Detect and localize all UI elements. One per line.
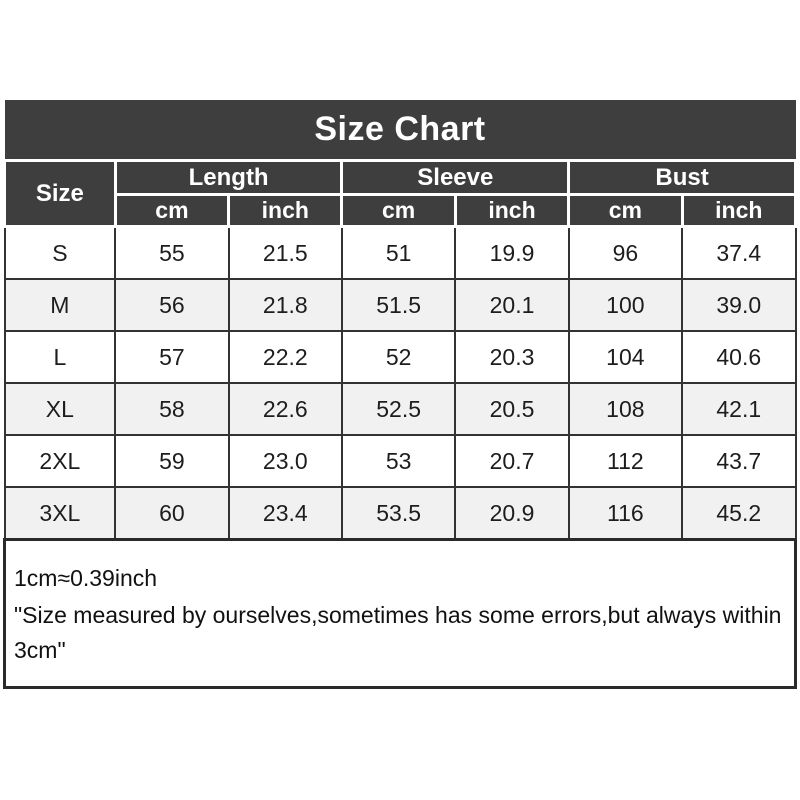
value-cell: 51 (342, 227, 455, 280)
notes-box (3, 538, 797, 689)
value-cell: 20.1 (455, 279, 568, 331)
value-cell: 60 (115, 487, 228, 539)
table-row-3xl (5, 487, 796, 539)
value-cell: 108 (569, 383, 682, 435)
value-cell: 22.6 (229, 383, 342, 435)
value-cell: 58 (115, 383, 228, 435)
col-group-bust: Bust (569, 161, 796, 195)
value-cell: 104 (569, 331, 682, 383)
table-row-s (5, 227, 796, 280)
value-cell: 19.9 (455, 227, 568, 280)
value-cell: 45.2 (682, 487, 795, 539)
col-header-size: Size (5, 161, 116, 227)
value-cell: 21.5 (229, 227, 342, 280)
size-cell: L (5, 331, 116, 383)
size-cell: 3XL (5, 487, 116, 539)
measurement-disclaimer: "Size measured by ourselves,sometimes has some errors,but always within 3cm" (14, 602, 782, 663)
group-header-row (5, 161, 796, 195)
unit-header-length-inch: inch (229, 195, 342, 227)
unit-header-sleeve-inch: inch (455, 195, 568, 227)
unit-header-bust-inch: inch (682, 195, 795, 227)
unit-header-length-cm: cm (115, 195, 228, 227)
size-chart-table (3, 100, 797, 540)
value-cell: 52.5 (342, 383, 455, 435)
value-cell: 43.7 (682, 435, 795, 487)
title-row (5, 100, 796, 161)
value-cell: 53 (342, 435, 455, 487)
value-cell: 37.4 (682, 227, 795, 280)
value-cell: 20.5 (455, 383, 568, 435)
col-group-length: Length (115, 161, 342, 195)
value-cell: 23.4 (229, 487, 342, 539)
value-cell: 21.8 (229, 279, 342, 331)
value-cell: 56 (115, 279, 228, 331)
value-cell: 42.1 (682, 383, 795, 435)
value-cell: 20.7 (455, 435, 568, 487)
value-cell: 20.3 (455, 331, 568, 383)
value-cell: 96 (569, 227, 682, 280)
table-row-m (5, 279, 796, 331)
value-cell: 51.5 (342, 279, 455, 331)
value-cell: 22.2 (229, 331, 342, 383)
conversion-note: 1cm≈0.39inch (14, 565, 158, 591)
value-cell: 59 (115, 435, 228, 487)
value-cell: 57 (115, 331, 228, 383)
unit-header-bust-cm: cm (569, 195, 682, 227)
size-cell: M (5, 279, 116, 331)
table-row-2xl (5, 435, 796, 487)
unit-header-row (5, 195, 796, 227)
value-cell: 100 (569, 279, 682, 331)
value-cell: 23.0 (229, 435, 342, 487)
value-cell: 20.9 (455, 487, 568, 539)
value-cell: 116 (569, 487, 682, 539)
value-cell: 39.0 (682, 279, 795, 331)
size-cell: 2XL (5, 435, 116, 487)
size-cell: XL (5, 383, 116, 435)
unit-header-sleeve-cm: cm (342, 195, 455, 227)
col-group-sleeve: Sleeve (342, 161, 569, 195)
size-cell: S (5, 227, 116, 280)
table-row-xl (5, 383, 796, 435)
value-cell: 52 (342, 331, 455, 383)
table-row-l (5, 331, 796, 383)
chart-title: Size Chart (5, 100, 796, 161)
value-cell: 112 (569, 435, 682, 487)
value-cell: 53.5 (342, 487, 455, 539)
size-chart-container (3, 100, 797, 689)
value-cell: 40.6 (682, 331, 795, 383)
value-cell: 55 (115, 227, 228, 280)
